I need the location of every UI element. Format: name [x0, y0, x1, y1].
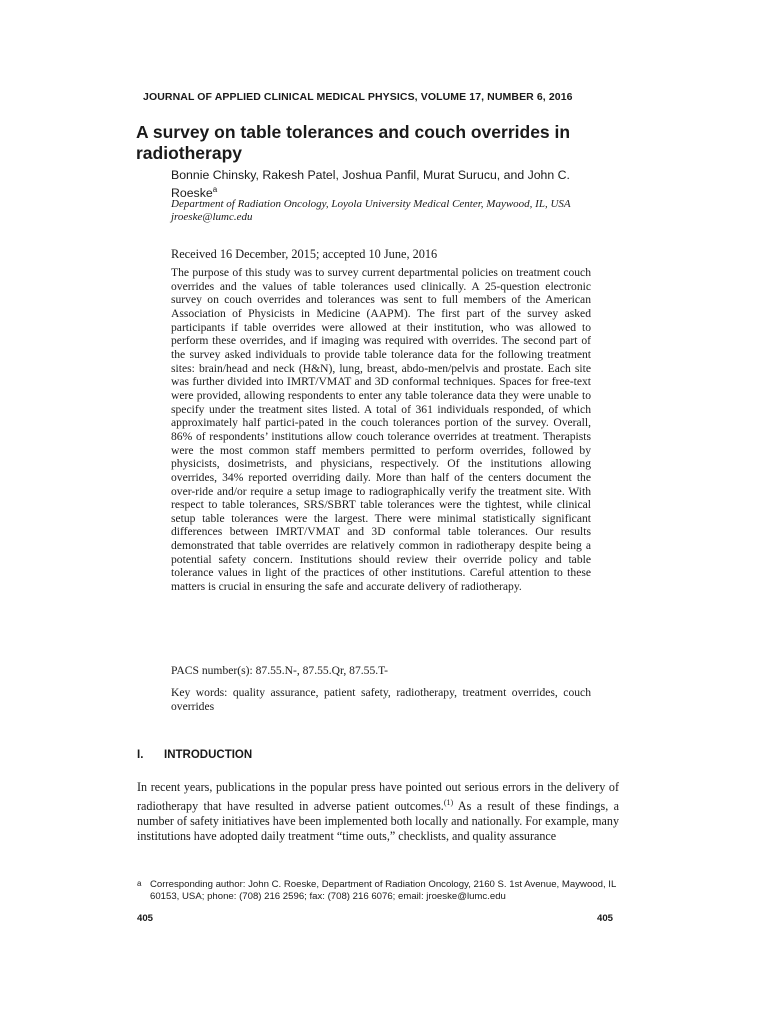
author-email[interactable]: jroeske@lumc.edu: [171, 210, 253, 223]
intro-paragraph: [137, 780, 619, 844]
article-title: A survey on table tolerances and couch overrides in radiotherapy: [136, 122, 571, 163]
section-title: INTRODUCTION: [164, 749, 253, 761]
abstract: [171, 266, 591, 594]
pacs-numbers: PACS number(s): 87.55.N-, 87.55.Qr, 87.55.T-: [171, 664, 389, 677]
affiliation-block: [171, 198, 591, 223]
section-heading: [137, 749, 252, 761]
page-number-left: 405: [137, 913, 154, 924]
page-number-right: 405: [597, 913, 614, 924]
reference-citation[interactable]: (1): [443, 798, 454, 807]
footnote-mark: a: [137, 879, 142, 888]
footnote: [137, 879, 620, 904]
author-footnote-mark: a: [212, 184, 218, 194]
affiliation: Department of Radiation Oncology, Loyola University Medical Center, Maywood, IL, USA: [171, 198, 571, 210]
author-list: [171, 168, 591, 200]
abstract-text: The purpose of this study was to survey current departmental policies on treatment couch overrides and the values of table tolerances used clinically. A 25-question electronic survey on couch overrides and tolerances was sent to full members of the American Association of Physicists in Medicine (AAPM). The first part of the survey asked participants if table overrides were allowed at their institution, who was allowed to perform these overrides, and if imaging was required with overrides. The second part of the survey asked individuals to provide table tolerance data for the following treatment sites: brain/head and neck (H&N), lung, breast, abdo-men/pelvis and prostate. Each site was further divided into IMRT/VMAT and 3D conformal techniques. Spaces for free-text were provided, allowing respondents to enter any table tolerance data they were unable to specify under the treatment sites listed. A total of 361 individuals responded, of which approximately half partici-pated in the couch tolerances portion of the survey. Overall, 86% of respondents’ institutions allow couch tolerance overrides at treatment. Therapists were the most common staff members permitted to perform overrides, followed by physicists, dosimetrists, and physicians, respectively. Of the institutions allowing overrides, 34% reported overriding daily. More than half of the centers document the over-ride and/or require a setup image to radiographically verify the treatment site. With respect to table tolerances, SRS/SBRT table tolerances were the tightest, while clinical setup table tolerances were the largest. There were minimal statistically significant differences between IMRT/VMAT and 3D conformal table tolerances. Our results demonstrated that table overrides are relatively common in radiotherapy despite being a potential safety concern. Institutions should review their override policy and table tolerance values in light of the practices of other institutions. Careful attention to these matters is crucial in ensuring the safe and accurate delivery of radiotherapy.: [171, 266, 591, 594]
footnote-text: Corresponding author: John C. Roeske, Department of Radiation Oncology, 2160 S. 1st Avenue, Maywood, IL 60153, USA; phone: (708) 216 2596; fax: (708) 216 6076; email: jroeske@lumc.edu: [150, 879, 616, 903]
journal-header: JOURNAL OF APPLIED CLINICAL MEDICAL PHYSICS, VOLUME 17, NUMBER 6, 2016: [143, 91, 573, 103]
key-words: Key words: quality assurance, patient safety, radiotherapy, treatment overrides, couch overrides: [171, 686, 591, 713]
received-dates: Received 16 December, 2015; accepted 10 June, 2016: [171, 247, 438, 261]
intro-text-2: As a result of these findings, a number of safety initiatives have been implemented both locally and nationally. For example, many institutions have adopted daily treatment “time outs,” checklists, and quality assurance: [137, 799, 619, 844]
section-number: I.: [137, 749, 144, 761]
intro-text-1: In recent years, publications in the popular press have pointed out serious errors in the delivery of radiotherapy that have resulted in adverse patient outcomes.: [137, 780, 619, 814]
authors-text: Bonnie Chinsky, Rakesh Patel, Joshua Panfil, Murat Surucu, and John C. Roeske: [171, 168, 570, 200]
